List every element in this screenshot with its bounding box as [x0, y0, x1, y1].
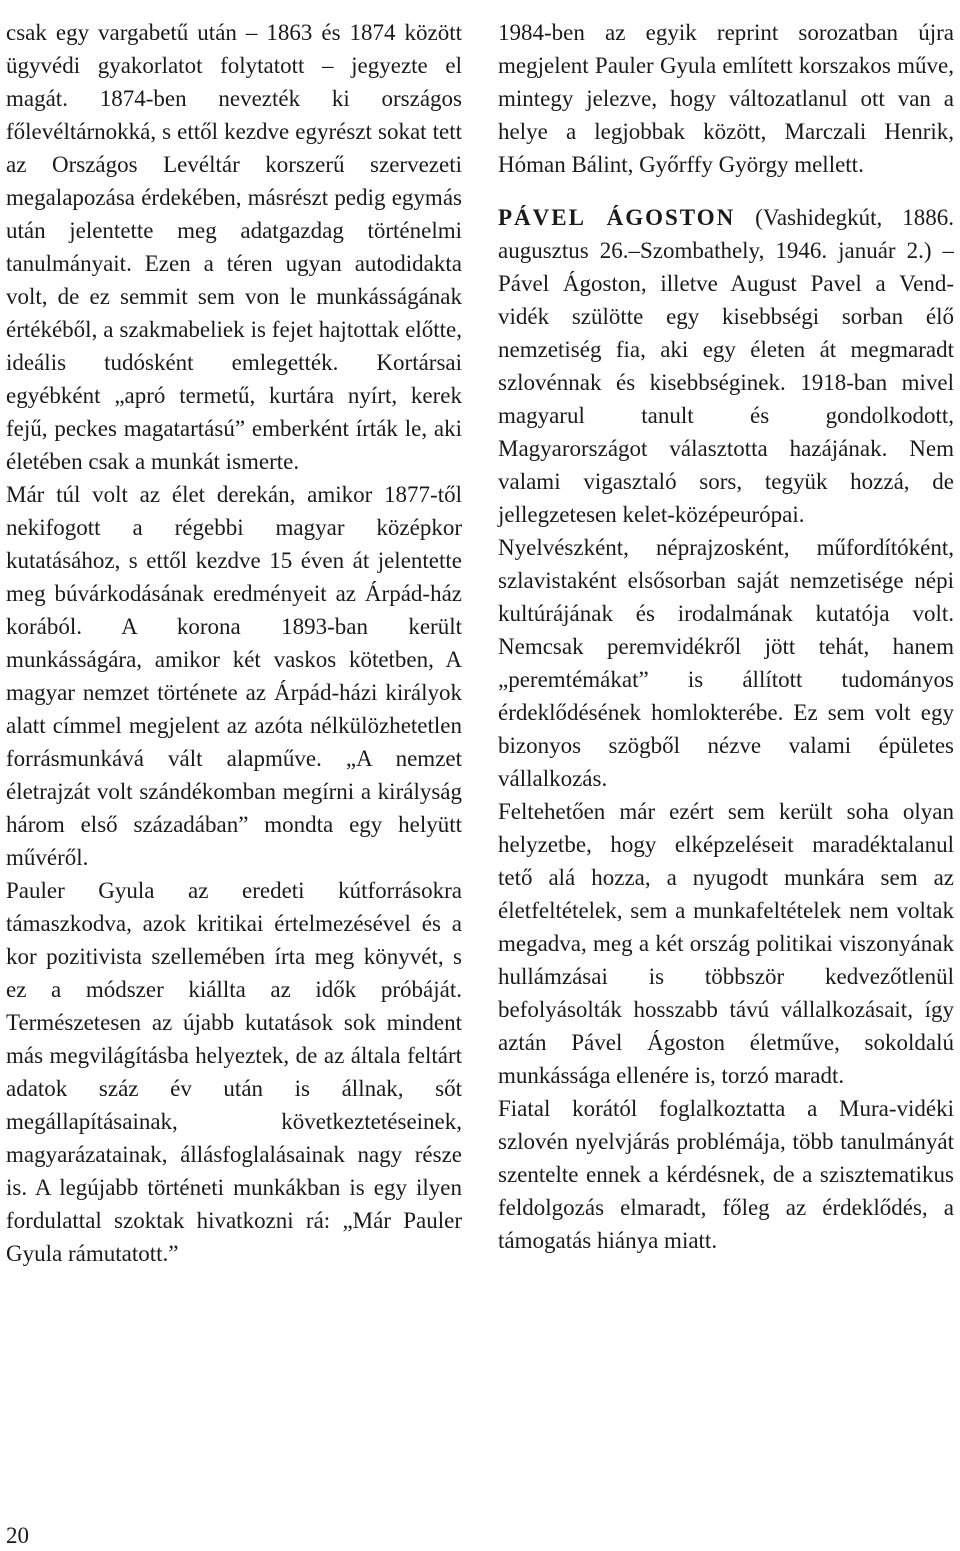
body-paragraph: csak egy vargabetű után – 1863 és 1874 között ügyvédi gyakorlatot folytatott – jegyezte el magát. 1874-ben nevezték ki országos főlevéltárnokká, s ettől kezdve egyrészt sokat tett az Országos Levéltár korszerű szervezeti megalapozása érdekében, másrészt pedig egymás után jelentette meg adatgazdag történelmi tanulmányait. Ezen a téren ugyan autodidakta volt, de ez semmit sem von le munkásságának értékéből, a szakmabeliek is fejet hajtottak előtte, ideális tudósként emlegették. Kortársai egyébként „apró termetű, kurtára nyírt, kerek fejű, peckes magatartású” emberként írták le, aki életében csak a munkát ismerte. — [6, 20, 462, 474]
body-paragraph: Feltehetően már ezért sem került soha olyan helyzetbe, hogy elképzeléseit maradéktalanul tető alá hozza, a nyugodt munkára sem az életfeltételek, sem a munkafeltételek nem voltak megadva, meg a két ország politikai viszonyának hullámzásai is többször kedvezőtlenül befolyásolták hosszabb távú vállalkozásait, így aztán Pável Ágoston életműve, sokoldalú munkássága ellenére is, torzó maradt. — [498, 799, 954, 1088]
body-paragraph: Fiatal korától foglalkoztatta a Mura-vidéki szlovén nyelvjárás problémája, több tanulmányát szentelte ennek a kérdésnek, de a szisztematikus feldolgozás elmaradt, főleg az érdeklődés, a támogatás hiánya miatt. — [498, 1096, 954, 1253]
entry-lead-text: (Vashidegkút, 1886. augusztus 26.–Szombathely, 1946. január 2.) – Pável Ágoston, illetve August Pavel a Vend-vidék szülötte egy kisebbségi sorban élő nemzetiség fia, aki egy életen át megmaradt szlovénnak és kisebbséginek. 1918-ban mivel magyarul tanult és gondolkodott, Magyarországot választotta hazájának. Nem valami vigasztaló sors, tegyük hozzá, de jellegzetesen kelet-középeurópai. — [498, 205, 954, 527]
body-paragraph: Már túl volt az élet derekán, amikor 1877-től nekifogott a régebbi magyar középkor kutatásához, s ettől kezdve 15 éven át jelentette meg búvárkodásának eredményeit az Árpád-ház korából. A korona 1893-ban került munkásságára, amikor két vaskos kötetben, A magyar nemzet története az Árpád-házi királyok alatt címmel megjelent az azóta nélkülözhetetlen forrásmunkává vált alapműve. „A nemzet életrajzát volt szándékomban megírni a királyság három első századában” mondta egy helyütt művéről. — [6, 482, 462, 870]
entry-paragraph — [498, 201, 954, 531]
entry-name-heading: PÁVEL ÁGOSTON — [498, 205, 736, 230]
right-text-column — [498, 16, 954, 1257]
body-paragraph: Nyelvészként, néprajzosként, műfordítóként, szlavistaként elsősorban saját nemzetisége népi kultúrájának és irodalmának kutatója volt. Nemcsak peremvidékről jött tehát, hanem „peremtémákat” is állított tudományos érdeklődésének homlokterébe. Ez sem volt egy bizonyos szögből nézve valami épületes vállalkozás. — [498, 535, 954, 791]
left-text-column — [6, 16, 462, 1270]
body-paragraph: Pauler Gyula az eredeti kútforrásokra támaszkodva, azok kritikai értelmezésével és a kor pozitivista szellemében írta meg könyvét, s ez a módszer kiállta az idők próbáját. Természetesen az újabb kutatások sok mindent más megvilágításba helyeztek, de az általa feltárt adatok száz év után is állnak, sőt megállapításainak, következtetéseinek, magyarázatainak, állásfoglalásainak nagy része is. A legújabb történeti munkákban is egy ilyen fordulattal szoktak hivatkozni rá: „Már Pauler Gyula rámutatott.” — [6, 878, 462, 1266]
page-number: 20 — [6, 1523, 29, 1548]
body-paragraph: 1984-ben az egyik reprint sorozatban újra megjelent Pauler Gyula említett korszakos műve, mintegy jelezve, hogy változatlanul ott van a helye a legjobbak között, Marczali Henrik, Hóman Bálint, Győrffy György mellett. — [498, 20, 954, 177]
